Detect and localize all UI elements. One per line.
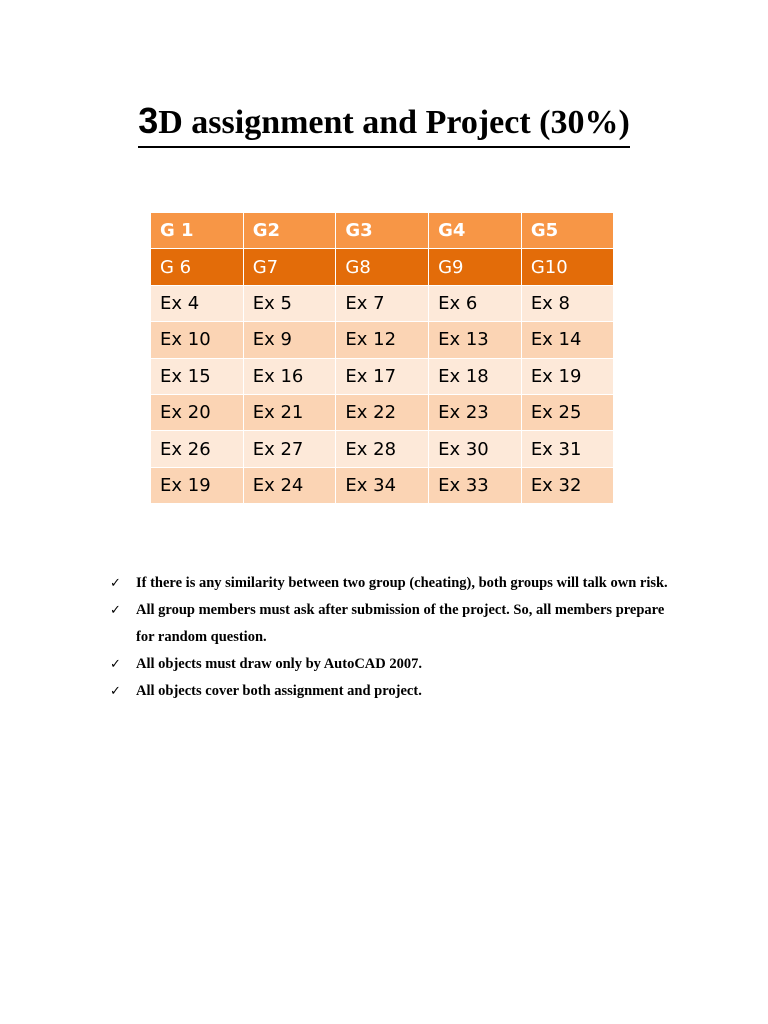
table-cell: Ex 6 <box>429 286 522 322</box>
rule-text: If there is any similarity between two group (cheating), both groups will talk own risk. <box>136 575 668 591</box>
table-cell: Ex 12 <box>336 322 429 358</box>
page-title <box>0 98 768 148</box>
table-row <box>151 395 613 431</box>
check-icon: ✓ <box>110 576 121 591</box>
rule-text: All group members must ask after submission of the project. So, all members prepare for random question. <box>136 602 665 645</box>
table-cell: G 6 <box>151 249 244 285</box>
table-cell: G4 <box>429 213 522 249</box>
table-cell: Ex 19 <box>522 359 613 395</box>
table-cell: Ex 27 <box>244 431 337 467</box>
list-item <box>110 678 670 705</box>
table-row <box>151 322 613 358</box>
rule-text: All objects must draw only by AutoCAD 2007. <box>136 656 422 672</box>
table-cell: Ex 15 <box>151 359 244 395</box>
check-icon: ✓ <box>110 684 121 699</box>
table-row <box>151 468 613 504</box>
table-cell: G2 <box>244 213 337 249</box>
table-cell: Ex 34 <box>336 468 429 504</box>
table-cell: Ex 13 <box>429 322 522 358</box>
table-cell: Ex 19 <box>151 468 244 504</box>
check-icon: ✓ <box>110 603 121 618</box>
list-item <box>110 597 670 651</box>
table-cell: G10 <box>522 249 613 285</box>
table-cell: G9 <box>429 249 522 285</box>
rule-text: All objects cover both assignment and project. <box>136 683 422 699</box>
table-cell: Ex 7 <box>336 286 429 322</box>
table-cell: Ex 23 <box>429 395 522 431</box>
table-cell: Ex 16 <box>244 359 337 395</box>
table-cell: Ex 14 <box>522 322 613 358</box>
group-header-row-2 <box>151 249 613 285</box>
table-cell: Ex 8 <box>522 286 613 322</box>
table-row <box>151 431 613 467</box>
table-cell: G3 <box>336 213 429 249</box>
table-cell: Ex 28 <box>336 431 429 467</box>
table-cell: G7 <box>244 249 337 285</box>
table-cell: Ex 26 <box>151 431 244 467</box>
table-cell: Ex 25 <box>522 395 613 431</box>
table-row <box>151 359 613 395</box>
group-assignment-table <box>151 213 613 504</box>
table-cell: Ex 9 <box>244 322 337 358</box>
table-row <box>151 286 613 322</box>
table-cell: Ex 22 <box>336 395 429 431</box>
list-item <box>110 570 670 597</box>
table-cell: G 1 <box>151 213 244 249</box>
check-icon: ✓ <box>110 657 121 672</box>
table-cell: Ex 5 <box>244 286 337 322</box>
table-cell: Ex 30 <box>429 431 522 467</box>
table-cell: Ex 24 <box>244 468 337 504</box>
table-cell: Ex 18 <box>429 359 522 395</box>
table-cell: G8 <box>336 249 429 285</box>
table-cell: G5 <box>522 213 613 249</box>
table-cell: Ex 21 <box>244 395 337 431</box>
list-item <box>110 651 670 678</box>
table-cell: Ex 31 <box>522 431 613 467</box>
table-cell: Ex 17 <box>336 359 429 395</box>
table-cell: Ex 10 <box>151 322 244 358</box>
group-header-row-1 <box>151 213 613 249</box>
table-cell: Ex 33 <box>429 468 522 504</box>
rules-list <box>110 570 670 705</box>
table-cell: Ex 20 <box>151 395 244 431</box>
page-title-underlined <box>138 98 630 148</box>
title-first-char: 3 <box>138 100 159 141</box>
title-rest: D assignment and Project (30%) <box>158 104 630 141</box>
table-cell: Ex 4 <box>151 286 244 322</box>
table-cell: Ex 32 <box>522 468 613 504</box>
